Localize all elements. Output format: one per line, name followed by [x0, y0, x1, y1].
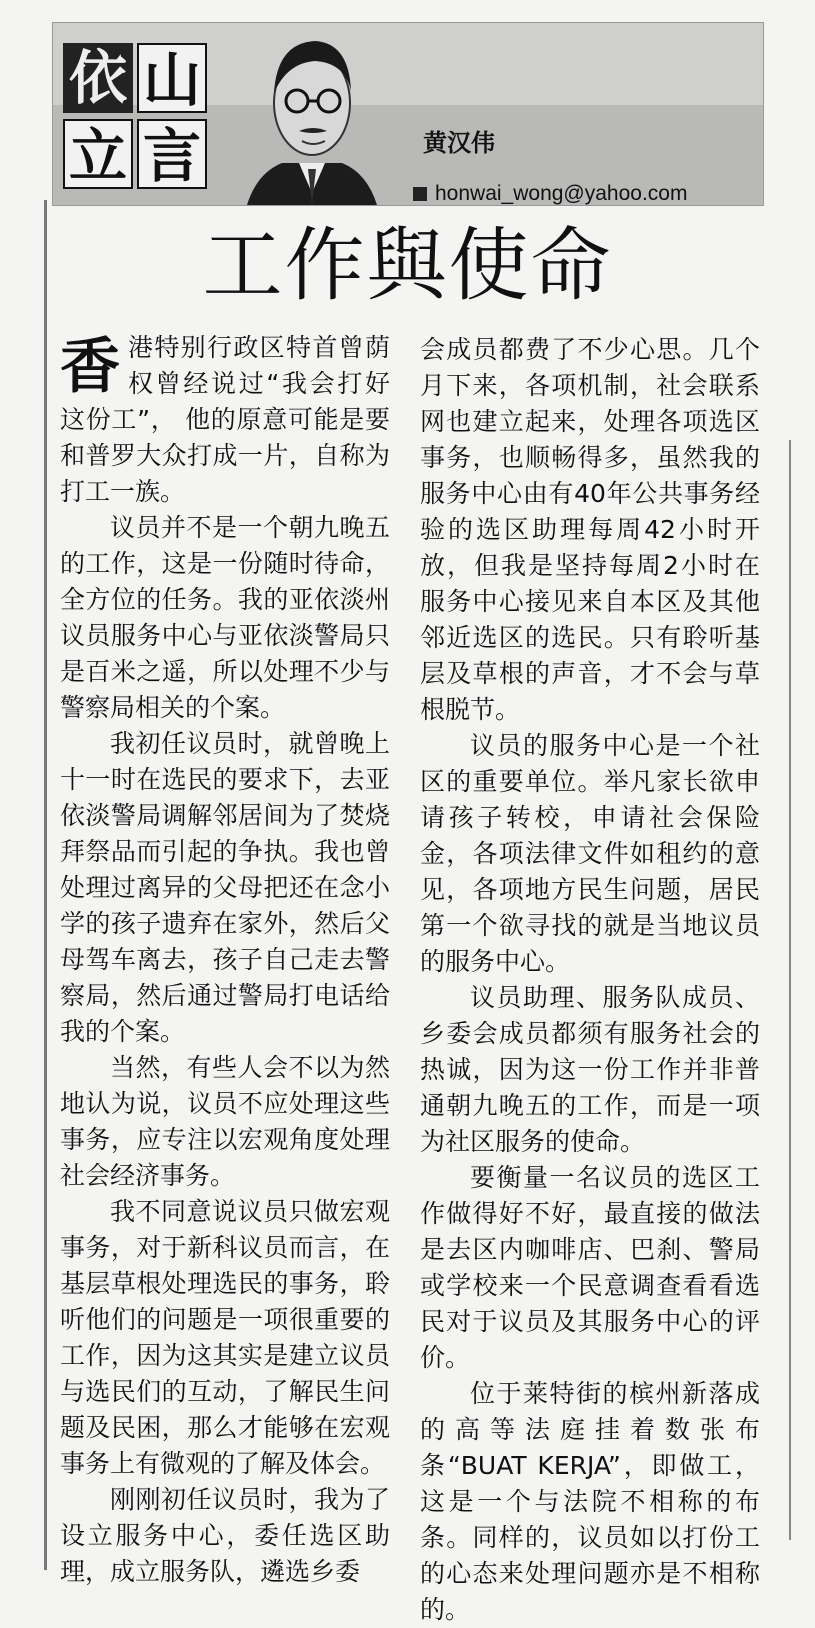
paragraph: 议员的服务中心是一个社区的重要单位。举凡家长欲申请孩子转校，申请社会保险金，各项法律文件如租约的意见，各项地方民生问题，居民第一个欲寻找的就是当地议员的服务中心。 — [420, 731, 760, 976]
logo-char-2: 山 — [137, 43, 207, 113]
author-name: 黄汉伟 — [423, 129, 495, 157]
column-logo — [63, 43, 213, 203]
paragraph: 会成员都费了不少心思。几个月下来，各项机制，社会联系网也建立起来，处理各项选区事务，也顺畅得多，虽然我的服务中心由有40年公共事务经验的选区助理每周42小时开放，但我是坚持每周2小时在服务中心接见来自本区及其他邻近选区的选民。只有聆听基层及草根的声音，才不会与草根脱节。 — [420, 335, 760, 724]
article-title: 工作與使命 — [202, 219, 613, 312]
logo-char-1: 依 — [63, 43, 133, 113]
right-divider — [789, 440, 791, 1540]
paragraph: 议员助理、服务队成员、乡委会成员都须有服务社会的热诚，因为这一份工作并非普通朝九晚五的工作，而是一项为社区服务的使命。 — [420, 983, 760, 1156]
column-header-band — [52, 22, 764, 206]
paragraph: 当然，有些人会不以为然地认为说，议员不应处理这些事务，应专注以宏观角度处理社会经济事务。 — [60, 1053, 390, 1190]
dropcap: 香 — [60, 332, 120, 402]
author-email: honwai_wong@yahoo.com — [435, 182, 688, 205]
left-divider — [44, 200, 47, 1570]
paragraph: 议员并不是一个朝九晚五的工作，这是一份随时待命，全方位的任务。我的亚依淡州议员服务中心与亚依淡警局只是百米之遥，所以处理不少与警察局相关的个案。 — [60, 513, 390, 722]
logo-char-4: 言 — [137, 119, 207, 189]
author-email-row — [413, 183, 687, 205]
paragraph: 位于莱特街的槟州新落成的高等法庭挂着数张布条“BUAT KERJA”，即做工，这是一个与法院不相称的布条。同样的，议员如以打份工的心态来处理问题亦是不相称的。 — [420, 1379, 760, 1624]
square-bullet-icon — [413, 187, 427, 201]
article-column-left — [60, 330, 390, 1590]
paragraph: 我不同意说议员只做宏观事务，对于新科议员而言，在基层草根处理选民的事务，聆听他们的问题是一项很重要的工作，因为这其实是建立议员与选民们的互动，了解民生问题及民困，那么才能够在宏观事务上有微观的了解及体会。 — [60, 1197, 390, 1478]
paragraph-text: 港特别行政区特首曾荫权曾经说过“我会打好这份工”， 他的原意可能是要和普罗大众打成一片，自称为打工一族。 — [60, 333, 390, 506]
paragraph: 我初任议员时，就曾晚上十一时在选民的要求下，去亚依淡警局调解邻居间为了焚烧拜祭品而引起的争执。我也曾处理过离异的父母把还在念小学的孩子遗弃在家外，然后父母驾车离去，孩子自己走去警察局，然后通过警局打电话给我的个案。 — [60, 729, 390, 1046]
article-column-right — [420, 332, 760, 1628]
paragraph: 刚刚初任议员时，我为了设立服务中心，委任选区助理，成立服务队，遴选乡委 — [60, 1485, 390, 1586]
paragraph — [60, 330, 390, 510]
paragraph: 要衡量一名议员的选区工作做得好不好，最直接的做法是去区内咖啡店、巴刹、警局或学校来一个民意调查看看选民对于议员及其服务中心的评价。 — [420, 1163, 760, 1372]
author-portrait — [237, 23, 387, 205]
logo-char-3: 立 — [63, 119, 133, 189]
